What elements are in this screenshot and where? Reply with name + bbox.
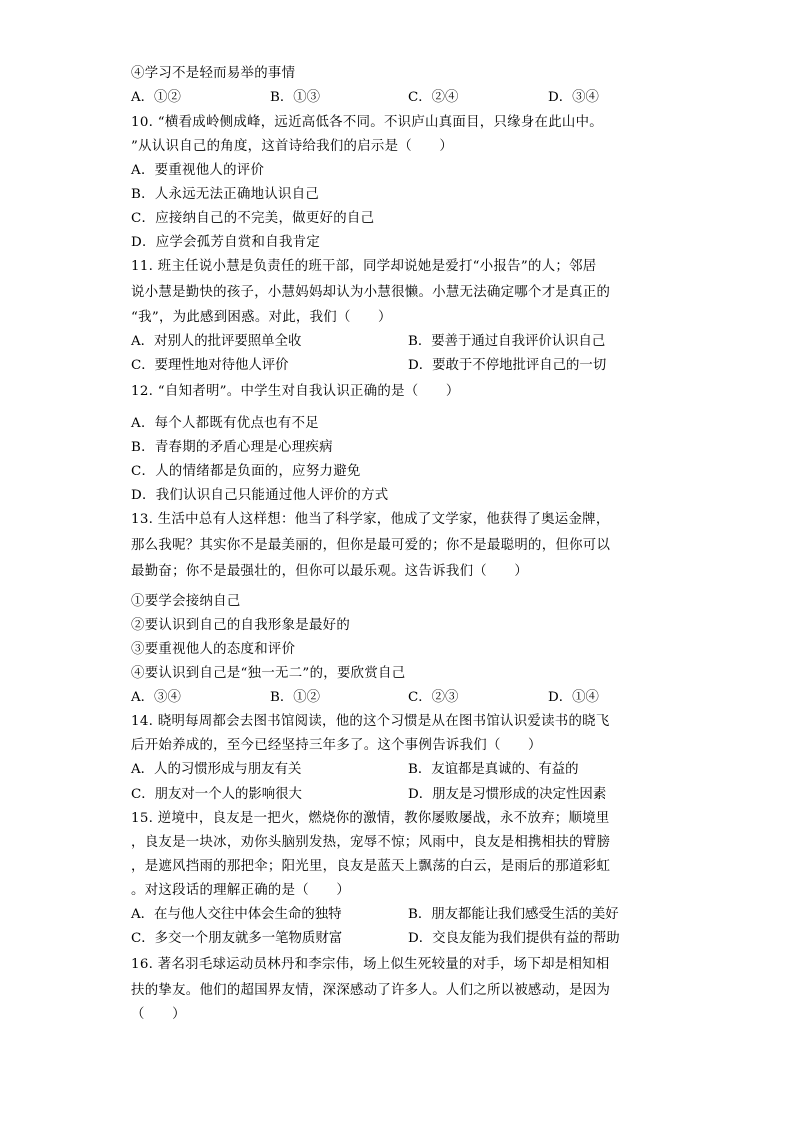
q16-stem-line2: 扶的挚友。他们的超国界友情，深深感动了许多人。人们之所以被感动，是因为 <box>131 983 611 998</box>
q16-stem-line3: （ ） <box>131 1007 186 1022</box>
q14-option-b: B．友谊都是真诚的、有益的 <box>408 762 579 777</box>
q10-stem-line1: 10. “横看成岭侧成峰，远近高低各不同。不识庐山真面目，只缘身在此山中。 <box>131 115 603 130</box>
q11-option-a: A．对别人的批评要照单全收 <box>131 334 302 349</box>
q11-stem-line2: 说小慧是勤快的孩子，小慧妈妈却认为小慧很懒。小慧无法确定哪个才是真正的 <box>131 285 611 300</box>
q14-stem-line2: 后开始养成的，至今已经坚持三年多了。这个事例告诉我们（ ） <box>131 738 542 753</box>
q9-option-c: C．②④ <box>408 90 459 105</box>
q10-stem-line2: ”从认识自己的角度，这首诗给我们的启示是（ ） <box>131 139 454 154</box>
q15-option-a: A．在与他人交往中体会生命的独特 <box>131 907 342 922</box>
q10-option-d: D．应学会孤芳自赏和自我肯定 <box>131 235 321 250</box>
q12-option-c: C．人的情绪都是负面的，应努力避免 <box>131 464 361 479</box>
q14-option-a: A．人的习惯形成与朋友有关 <box>131 762 302 777</box>
q15-option-d: D．交良友能为我们提供有益的帮助 <box>408 931 620 946</box>
q14-option-c: C．朋友对一个人的影响很大 <box>131 787 302 802</box>
q11-option-c: C．要理性地对待他人评价 <box>131 358 289 373</box>
q12-option-d: D．我们认识自己只能通过他人评价的方式 <box>131 488 389 503</box>
q12-stem: 12. “自知者明”。中学生对自我认识正确的是（ ） <box>131 384 460 399</box>
q13-stem-line3: 最勤奋；你不是最强壮的，但你可以最乐观。这告诉我们（ ） <box>131 564 529 579</box>
q9-statement-4: ④学习不是轻而易举的事情 <box>131 66 296 81</box>
q14-option-d: D．朋友是习惯形成的决定性因素 <box>408 787 607 802</box>
q13-option-b: B．①② <box>270 690 321 705</box>
q13-statement-4: ④要认识到自己是“独一无二”的，要欣赏自己 <box>131 666 406 681</box>
q15-option-b: B．朋友都能让我们感受生活的美好 <box>408 907 619 922</box>
q13-statement-1: ①要学会接纳自己 <box>131 594 241 609</box>
q9-option-a: A．①② <box>131 90 181 105</box>
q13-option-a: A．③④ <box>131 690 181 705</box>
q12-option-b: B．青春期的矛盾心理是心理疾病 <box>131 440 333 455</box>
q13-stem-line2: 那么我呢？其实你不是最美丽的，但你是最可爱的；你不是最聪明的，但你可以 <box>131 538 611 553</box>
q13-statement-2: ②要认识到自己的自我形象是最好的 <box>131 618 351 633</box>
q10-option-b: B．人永远无法正确地认识自己 <box>131 187 320 202</box>
q15-stem-line1: 15. 逆境中，良友是一把火，燃烧你的激情，教你屡败屡战，永不放弃；顺境里 <box>131 811 610 826</box>
q11-option-d: D．要敢于不停地批评自己的一切 <box>408 358 607 373</box>
q15-option-c: C．多交一个朋友就多一笔物质财富 <box>131 931 343 946</box>
q13-option-d: D．①④ <box>548 690 599 705</box>
q9-option-b: B．①③ <box>270 90 321 105</box>
q11-stem-line1: 11. 班主任说小慧是负责任的班干部，同学却说她是爱打“小报告”的人；邻居 <box>131 259 597 274</box>
q10-option-c: C．应接纳自己的不完美，做更好的自己 <box>131 211 375 226</box>
q15-stem-line4: 。对这段话的理解正确的是（ ） <box>131 883 351 898</box>
q15-stem-line3: ，是遮风挡雨的那把伞；阳光里，良友是蓝天上飘荡的白云，是雨后的那道彩虹 <box>131 859 611 874</box>
q12-option-a: A．每个人都既有优点也有不足 <box>131 416 319 431</box>
q15-stem-line2: ，良友是一块冰，劝你头脑别发热，宠辱不惊；风雨中，良友是相携相扶的臂膀 <box>131 835 611 850</box>
q11-option-b: B．要善于通过自我评价认识自己 <box>408 334 606 349</box>
q10-option-a: A．要重视他人的评价 <box>131 163 265 178</box>
q13-statement-3: ③要重视他人的态度和评价 <box>131 642 296 657</box>
q13-option-c: C．②③ <box>408 690 459 705</box>
q13-stem-line1: 13. 生活中总有人这样想：他当了科学家，他成了文学家，他获得了奥运金牌， <box>131 512 610 527</box>
q9-option-d: D．③④ <box>548 90 599 105</box>
q11-stem-line3: “我”，为此感到困惑。对此，我们（ ） <box>131 310 392 325</box>
q16-stem-line1: 16. 著名羽毛球运动员林丹和李宗伟，场上似生死较量的对手，场下却是相知相 <box>131 957 610 972</box>
q14-stem-line1: 14. 晓明每周都会去图书馆阅读，他的这个习惯是从在图书馆认识爱读书的晓飞 <box>131 714 610 729</box>
